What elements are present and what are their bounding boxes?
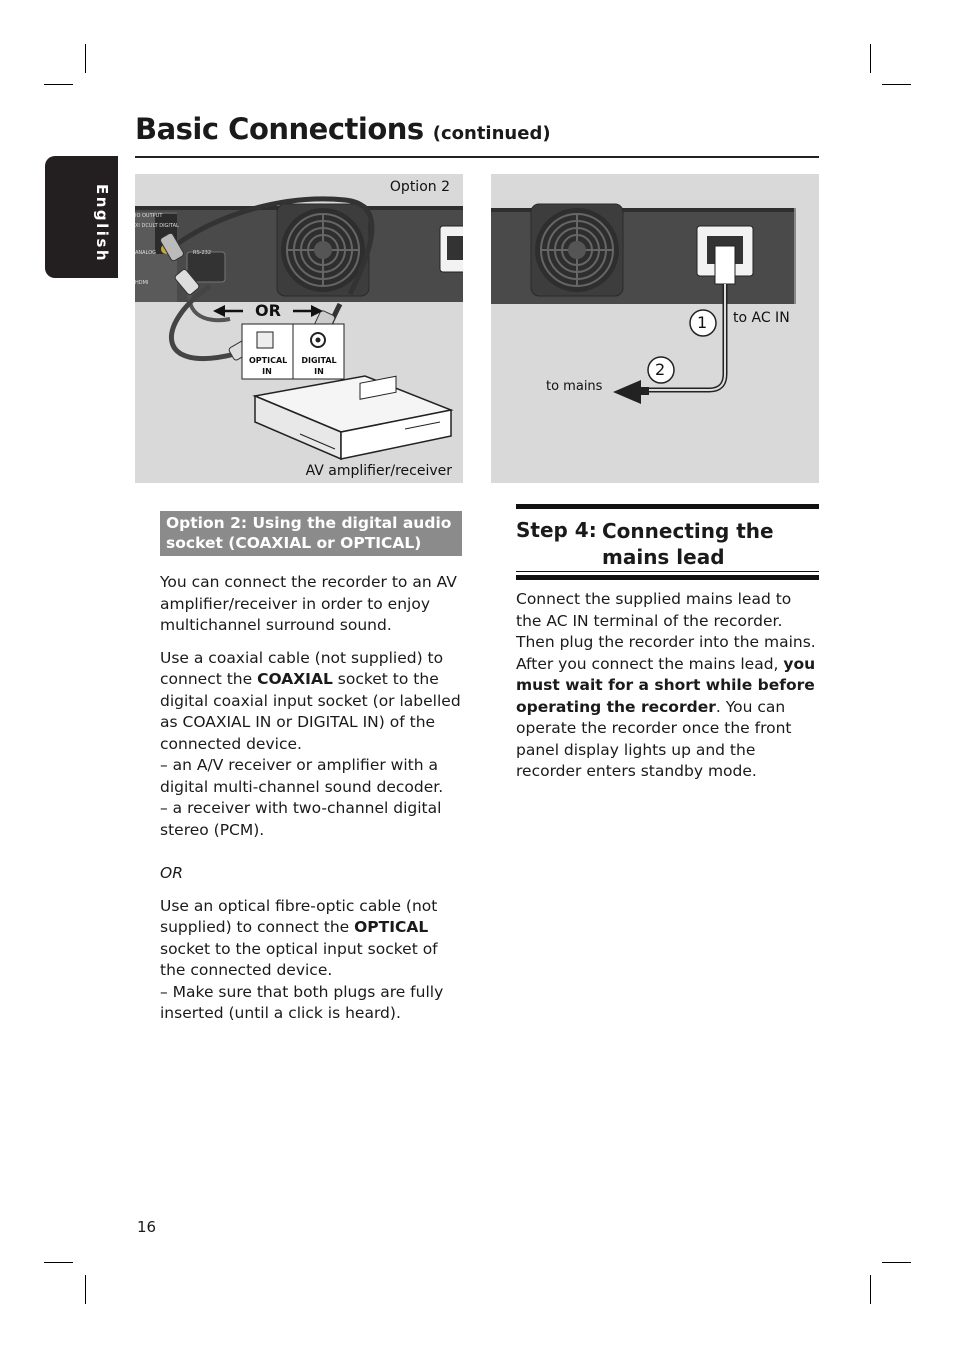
option2-or: OR — [160, 864, 183, 882]
option2-note-receiver: – an A/V receiver or amplifier with a digital multi-channel sound decoder. — [160, 756, 444, 796]
page-title — [135, 112, 819, 158]
figure-option2-connection — [135, 174, 463, 483]
crop-mark — [44, 1262, 73, 1263]
digital-in-label: DIGITAL IN — [301, 356, 337, 376]
text-span: Connect the supplied mains lead to the AC IN terminal of the recorder. Then plug the recorder into the mains. After you connect the mains lead, — [516, 590, 816, 673]
figure-mains-illustration — [491, 174, 819, 483]
fan-icon — [531, 204, 623, 296]
ac-in-socket-icon — [697, 226, 753, 284]
av-receiver-icon — [255, 376, 451, 459]
page-title-text: Basic Connections — [135, 112, 424, 146]
spacer — [160, 841, 465, 863]
figure-option2-illustration — [135, 174, 463, 483]
crop-mark — [85, 44, 86, 73]
figure-panel-label: RS-232 — [193, 250, 211, 256]
crop-mark — [870, 44, 871, 73]
step-number-1: 1 — [697, 313, 708, 332]
divider — [516, 571, 819, 572]
figure-panel-label: IO OUTPUT — [135, 213, 163, 219]
crop-mark — [870, 1275, 871, 1304]
step4-paragraph — [516, 589, 816, 783]
step4-body — [516, 589, 816, 794]
crop-mark — [882, 1262, 911, 1263]
option2-paragraph-coaxial — [160, 648, 465, 756]
optical-in-label: OPTICAL IN — [249, 356, 288, 376]
arrow-to-mains-icon — [613, 380, 641, 404]
figure-panel-label: HDMI — [135, 280, 149, 286]
figure-option-label: Option 2 — [389, 179, 450, 195]
option2-note-stereo: – a receiver with two-channel digital stereo (PCM). — [160, 799, 442, 839]
crop-mark — [85, 1275, 86, 1304]
text-bold-optical: OPTICAL — [354, 918, 429, 936]
language-tab-label: English — [93, 184, 111, 264]
crop-mark — [44, 84, 73, 85]
figure-or-label: OR — [255, 301, 281, 320]
option2-paragraph-optical — [160, 896, 465, 982]
figure-panel-label: ANALOG — [135, 250, 156, 256]
figure-mains-connection — [491, 174, 819, 483]
text-bold-wait: you must wait for a short while before operating the recorder — [516, 654, 816, 716]
step4-title-line1: Connecting the — [602, 519, 774, 543]
text-span: socket to the digital coaxial input socket (or labelled as COAXIAL IN or DIGITAL IN) of the connected device. — [160, 670, 461, 753]
option2-body — [160, 572, 465, 1025]
page-number: 16 — [137, 1218, 157, 1236]
option2-note-plugs: – Make sure that both plugs are fully inserted (until a click is heard). — [160, 982, 444, 1022]
av-receiver-label: AV amplifier/receiver — [305, 463, 452, 479]
option2-paragraph-intro: You can connect the recorder to an AV amplifier/receiver in order to enjoy multichannel surround sound. — [160, 573, 457, 634]
option2-heading: Option 2: Using the digital audio socket (COAXIAL or OPTICAL) — [160, 511, 462, 556]
text-span: . You can operate the recorder once the front panel display lights up and the recorder enters standby mode. — [516, 697, 792, 780]
optical-socket-icon — [257, 332, 273, 348]
step4-title-line2: mains lead — [602, 545, 725, 569]
text-span: Use an optical fibre-optic cable (not supplied) to connect the — [160, 896, 438, 936]
figure-panel-label: XI DCULT DIGITAL — [135, 223, 179, 229]
step4-heading — [516, 504, 819, 580]
page-title-suffix: (continued) — [432, 123, 551, 144]
step4-label: Step 4: — [516, 518, 597, 542]
step-number-2: 2 — [655, 360, 666, 379]
to-mains-label: to mains — [546, 379, 603, 394]
language-tab — [45, 156, 118, 278]
crop-mark — [882, 84, 911, 85]
text-span: Use a coaxial cable (not supplied) to connect the — [160, 648, 444, 688]
step4-title — [602, 518, 774, 570]
text-bold-coaxial: COAXIAL — [257, 670, 333, 688]
text-span: socket to the optical input socket of the connected device. — [160, 939, 438, 979]
to-ac-in-label: to AC IN — [733, 310, 790, 326]
